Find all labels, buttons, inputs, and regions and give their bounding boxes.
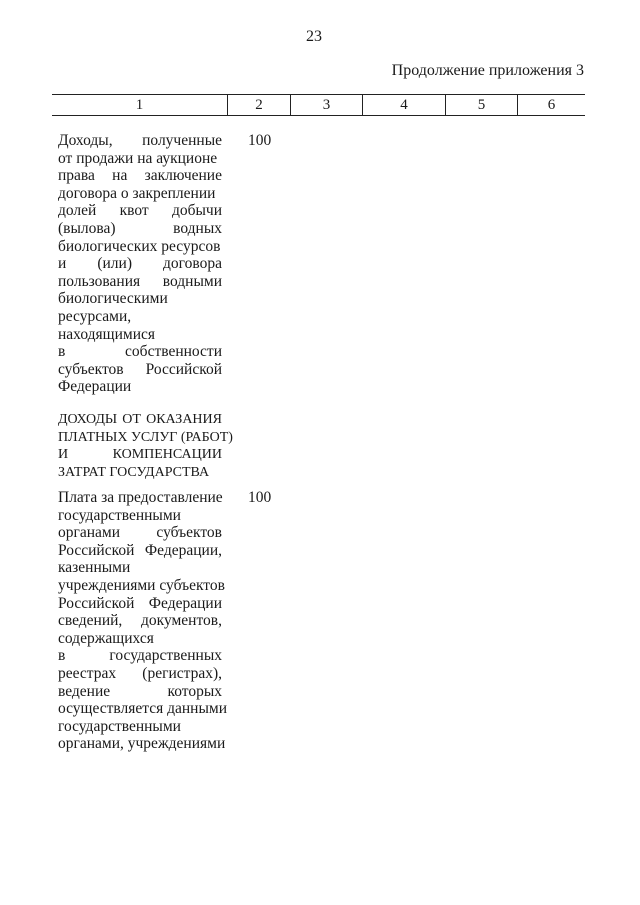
text-word: (регистрах), <box>142 664 222 682</box>
text-word: Федерации <box>58 378 132 396</box>
text-word: Плата за предоставление <box>58 489 223 506</box>
text-line <box>58 378 222 396</box>
text-word: собственности <box>125 343 222 361</box>
text-word: Российской <box>58 541 135 559</box>
text-word: Федерации, <box>144 541 222 559</box>
text-word: права <box>58 167 95 185</box>
text-word: ЗАТРАТ ГОСУДАРСТВА <box>58 464 210 480</box>
column-header-6: 6 <box>518 95 586 116</box>
page-number: 23 <box>306 28 322 45</box>
text-word: сведений, <box>58 612 123 630</box>
text-word: на <box>112 167 128 185</box>
text-line <box>58 411 222 429</box>
text-word: биологическими <box>58 290 168 308</box>
text-line <box>58 559 222 577</box>
text-word: добычи <box>171 202 222 220</box>
column-header-3: 3 <box>291 95 363 116</box>
text-line <box>58 185 222 203</box>
text-line <box>58 132 222 150</box>
column-header-row <box>52 95 585 116</box>
text-line <box>58 343 222 361</box>
text-line <box>58 464 222 482</box>
text-word: Российской <box>58 594 135 612</box>
text-line <box>58 167 222 185</box>
text-line <box>58 683 222 701</box>
text-line <box>58 612 222 630</box>
text-word: (вылова) <box>58 219 116 237</box>
column-header-table <box>52 94 585 116</box>
text-word: государственными <box>58 717 181 735</box>
fee-registry-value: 100 <box>248 489 272 506</box>
appendix-label: Продолжение приложения 3 <box>391 62 584 79</box>
text-word: ресурсами, <box>58 307 132 325</box>
text-word: в <box>58 647 66 665</box>
text-word: от продажи на аукционе <box>58 149 218 167</box>
text-word: учреждениями субъектов <box>58 576 225 594</box>
section-heading <box>58 411 233 481</box>
text-word: ПЛАТНЫХ УСЛУГ (РАБОТ) <box>58 429 233 445</box>
fee-registry-description <box>58 489 227 753</box>
text-line <box>58 446 222 464</box>
text-word: казенными <box>58 559 131 577</box>
text-line <box>58 647 222 665</box>
text-word: содержащихся <box>58 629 154 647</box>
text-word: органами <box>58 524 121 542</box>
text-word: ДОХОДЫ <box>58 412 118 427</box>
text-word: находящимися <box>58 325 155 343</box>
text-word: осуществляется данными <box>58 700 227 718</box>
text-word: ведение <box>58 682 111 700</box>
text-line <box>58 238 222 256</box>
text-line <box>58 700 227 718</box>
text-word: И <box>58 447 69 463</box>
text-line <box>58 735 226 753</box>
text-line <box>58 290 222 308</box>
text-line <box>58 630 222 648</box>
text-line <box>58 326 222 344</box>
text-line <box>58 273 222 291</box>
text-line <box>58 308 222 326</box>
text-word: пользования <box>58 272 141 290</box>
text-line <box>58 202 222 220</box>
column-header-1: 1 <box>52 95 228 116</box>
text-word: реестрах <box>58 664 117 682</box>
text-line <box>58 542 222 560</box>
text-word: договора <box>163 255 222 273</box>
text-word: субъектов <box>58 360 124 378</box>
text-word: заключение <box>144 167 222 185</box>
revenue-auction-value: 100 <box>248 132 272 149</box>
text-line <box>58 576 225 595</box>
text-word: биологических ресурсов <box>58 237 221 255</box>
text-word: и <box>58 255 67 273</box>
text-line <box>58 361 222 379</box>
text-word: полученные <box>142 132 222 149</box>
text-word: ОКАЗАНИЯ <box>146 412 222 427</box>
text-word: договора о закреплении <box>58 184 216 202</box>
text-line <box>58 595 222 613</box>
text-word: водных <box>173 219 222 237</box>
text-line <box>58 220 222 238</box>
text-line <box>58 150 222 168</box>
text-word: субъектов <box>156 524 222 542</box>
text-line <box>58 429 233 447</box>
text-word: Федерации <box>148 594 222 612</box>
text-word: Российской <box>145 360 222 378</box>
text-line <box>58 665 222 683</box>
text-word: водными <box>162 272 222 290</box>
text-word: органами, учреждениями <box>58 735 226 753</box>
column-header-4: 4 <box>363 95 446 116</box>
text-word: КОМПЕНСАЦИИ <box>112 447 222 463</box>
text-word: в <box>58 343 66 361</box>
text-word: долей <box>58 202 97 220</box>
text-word: Доходы, <box>58 132 113 149</box>
text-line <box>58 524 222 542</box>
text-word: (или) <box>97 255 132 273</box>
text-line <box>58 489 222 507</box>
column-header-2: 2 <box>228 95 291 116</box>
column-header-5: 5 <box>446 95 518 116</box>
text-line <box>58 507 222 525</box>
text-word: государственными <box>58 506 181 524</box>
revenue-auction-description <box>58 132 222 396</box>
text-word: ОТ <box>122 412 141 427</box>
text-word: которых <box>167 682 222 700</box>
text-word: квот <box>119 202 149 220</box>
text-word: документов, <box>141 612 222 630</box>
text-line <box>58 718 222 736</box>
text-word: государственных <box>109 647 222 665</box>
text-line <box>58 255 222 273</box>
